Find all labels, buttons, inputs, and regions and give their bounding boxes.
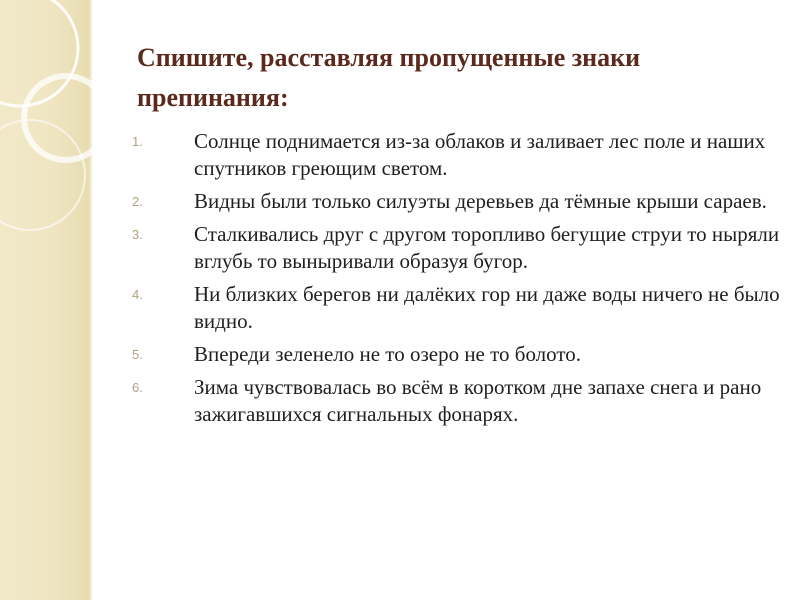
item-text: Ни близких берегов ни далёких гор ни даже воды ничего не было видно. (194, 282, 780, 333)
item-text: Видны были только силуэты деревьев да тёмные крыши сараев. (194, 189, 767, 213)
item-number: 4. (132, 287, 143, 302)
list-item (132, 221, 782, 275)
exercise-list (132, 128, 782, 434)
list-item (132, 281, 782, 335)
list-item (132, 128, 782, 182)
list-item (132, 374, 782, 428)
list-item (132, 341, 782, 368)
list-item (132, 188, 782, 215)
item-number: 6. (132, 380, 143, 395)
item-number: 5. (132, 347, 143, 362)
slide-title: Спишите, расставляя пропущенные знаки препинания: (137, 43, 641, 112)
item-text: Впереди зеленело не то озеро не то болото. (194, 342, 582, 366)
item-number: 2. (132, 194, 143, 209)
item-text: Сталкивались друг с другом торопливо бегущие струи то ныряли вглубь то выныривали образуя бугор. (194, 222, 780, 273)
item-text: Зима чувствовалась во всём в коротком дне запахе снега и рано зажигавшихся сигнальных фонарях. (194, 375, 762, 426)
decorative-circles-icon (0, 0, 110, 260)
item-number: 1. (132, 134, 143, 149)
item-text: Солнце поднимается из-за облаков и заливает лес поле и наших спутников греющим светом. (194, 129, 766, 180)
item-number: 3. (132, 227, 143, 242)
